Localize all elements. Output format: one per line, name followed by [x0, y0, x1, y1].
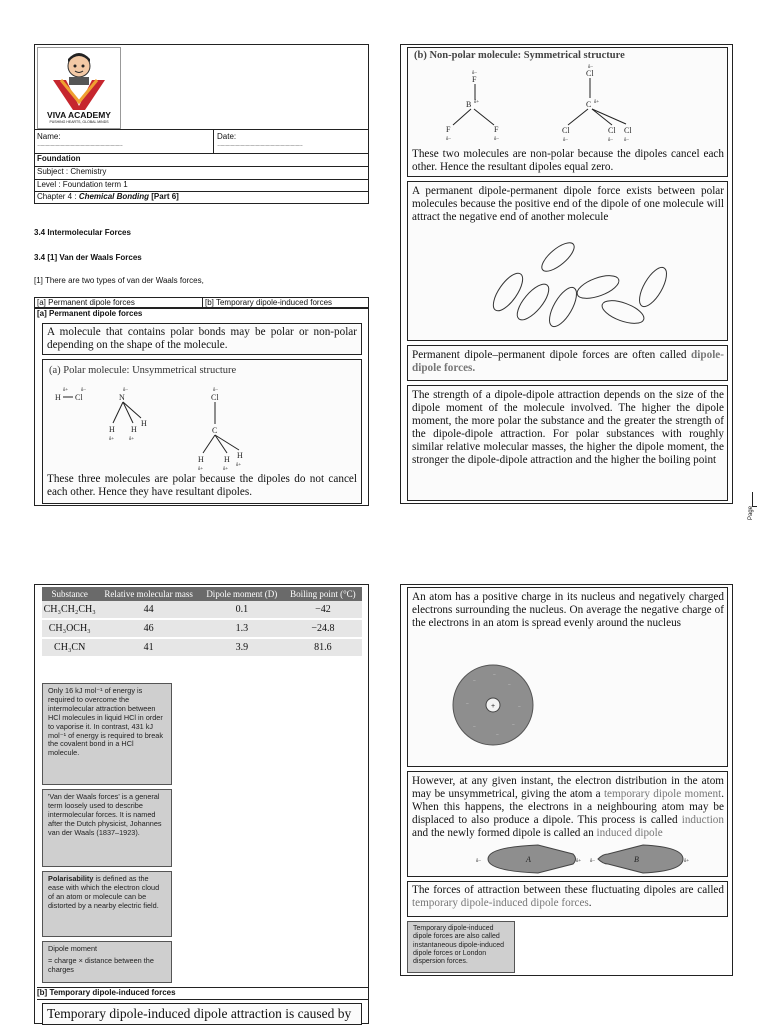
table-header-cell: Boiling point (°C)	[284, 587, 362, 601]
svg-text:Cl: Cl	[586, 69, 594, 78]
svg-text:−: −	[496, 732, 499, 738]
table-row	[42, 601, 362, 619]
dipole-ellipses-diagram	[478, 237, 678, 337]
section-intro: [1] There are two types of van der Waals forces,	[34, 276, 204, 285]
section-heading-vdw: 3.4 [1] Van der Waals Forces	[34, 253, 142, 262]
svg-text:H: H	[55, 393, 61, 402]
table-cell: 44	[97, 601, 199, 619]
svg-text:δ−: δ−	[476, 859, 482, 864]
polarisability-term: Polarisability	[48, 874, 94, 883]
table-cell: 1.3	[200, 619, 284, 638]
chapter-prefix: Chapter 4 :	[37, 192, 79, 201]
svg-text:−: −	[518, 704, 521, 710]
table-cell: CH₃CN	[42, 638, 97, 657]
svg-text:δ−: δ−	[590, 859, 596, 864]
svg-text:δ+: δ+	[198, 467, 204, 472]
svg-text:δ−: δ−	[588, 65, 594, 70]
svg-text:δ+: δ+	[223, 467, 229, 472]
svg-text:δ−: δ−	[123, 388, 129, 393]
table-cell: 0.1	[200, 601, 284, 619]
table-cell: 46	[97, 619, 199, 638]
vdw-term-note: 'Van der Waals forces' is a general term loosely used to describe intermolecular forces. It is named after the Dutch physicist, Johannes van der Waals (1837–1923).	[42, 789, 172, 867]
table-cell: −24.8	[284, 619, 362, 638]
svg-text:δ−: δ−	[624, 138, 630, 143]
svg-text:δ−: δ−	[494, 137, 500, 142]
logo-text: VIVA ACADEMY	[47, 110, 111, 120]
nonpolar-molecules-diagram	[408, 62, 728, 147]
polar-intro-text: A molecule that contains polar bonds may be polar or non-polar depending on the shape of the molecule.	[47, 326, 357, 351]
temp-dipole-text: Temporary dipole-induced dipole attraction is caused by	[47, 1006, 352, 1021]
page-bracket	[752, 492, 757, 507]
name-label: Name:	[37, 132, 61, 141]
dipole-dipole-figure	[407, 181, 728, 341]
dipole-called-term: dipole-dipole forces.	[412, 349, 724, 374]
svg-text:H: H	[224, 455, 230, 464]
svg-text:δ+: δ+	[109, 437, 115, 442]
dipole-moment-note	[42, 941, 172, 983]
atom-text: An atom has a positive charge in its nucleus and negatively charged electrons surrounding the nucleus. On average the negative charge of the electrons in an atom is spread evenly around the nucleus	[412, 591, 724, 629]
svg-text:H: H	[109, 425, 115, 434]
svg-text:F: F	[446, 125, 451, 134]
table-header-row	[42, 587, 362, 601]
table-row	[42, 638, 362, 657]
svg-text:−: −	[473, 678, 476, 684]
nonpolar-figure	[407, 47, 728, 177]
svg-text:C: C	[212, 426, 218, 435]
svg-text:B: B	[466, 100, 472, 109]
polarisability-definition: is defined as the ease with which the electron cloud of an atom or molecule can be distorted by a nearby electric field.	[48, 874, 160, 910]
term-temporary-dipole-moment: temporary dipole moment	[603, 788, 722, 800]
svg-text:N: N	[119, 393, 125, 402]
svg-text:Cl: Cl	[624, 126, 632, 135]
polar-caption: (a) Polar molecule: Unsymmetrical structure	[49, 365, 237, 376]
svg-text:F: F	[472, 75, 477, 84]
table-cell: CH₃OCH₃	[42, 619, 97, 638]
svg-text:C: C	[586, 100, 592, 109]
svg-text:δ+: δ+	[576, 859, 582, 864]
page-label: Page	[748, 505, 755, 521]
type-b-label: [b] Temporary dipole-induced forces	[205, 298, 333, 307]
svg-text:−: −	[466, 701, 469, 707]
table-header-cell: Substance	[42, 587, 97, 601]
svg-text:H: H	[237, 451, 243, 460]
instant-text-2: . When this happens, the electrons in a neighbouring atom may be displaced to also produce a dipole. This process is called	[412, 788, 724, 826]
svg-text:δ+: δ+	[684, 859, 690, 864]
svg-text:δ−: δ−	[563, 138, 569, 143]
table-header-cell: Relative molecular mass	[97, 587, 199, 601]
svg-text:−: −	[512, 722, 515, 728]
subject-row	[35, 166, 368, 179]
svg-text:H: H	[141, 419, 147, 428]
dipole-called-text	[412, 349, 724, 375]
fluctuating-dipoles-box	[407, 881, 728, 917]
table-cell: 41	[97, 638, 199, 657]
atom-a-label: A	[526, 855, 531, 864]
chapter-title: Chemical Bonding	[78, 192, 150, 201]
svg-text:Cl: Cl	[562, 126, 570, 135]
atom-charge-box	[407, 587, 728, 767]
name-field[interactable]: ……………………………………………	[37, 142, 122, 148]
svg-text:δ−: δ−	[213, 388, 219, 393]
dipole-data-table	[42, 587, 362, 658]
viva-academy-logo	[37, 47, 121, 129]
london-forces-note: Temporary dipole-induced dipole forces are also called instantaneous dipole-induced dipole forces or London dispersion forces.	[407, 921, 515, 973]
worksheet-header	[34, 44, 369, 204]
polar-conclusion: These three molecules are polar because the dipoles do not cancel each other. Hence they have resultant dipoles.	[47, 473, 357, 498]
foundation-row: Foundation	[35, 153, 368, 166]
instant-text-3: and the newly formed dipole is called an	[412, 827, 597, 839]
svg-text:δ+: δ+	[129, 437, 135, 442]
atom-b-label: B	[634, 855, 639, 864]
table-row	[42, 619, 362, 638]
svg-text:Cl: Cl	[75, 393, 83, 402]
nonpolar-conclusion: These two molecules are non-polar because the dipoles cancel each other. Hence the resultant dipoles equal zero.	[412, 148, 724, 173]
nonpolar-caption: (b) Non-polar molecule: Symmetrical structure	[414, 50, 625, 61]
instant-text	[412, 775, 724, 840]
bottom-right-page	[400, 584, 733, 976]
term-temporary-dipole-induced: temporary dipole-induced dipole forces	[412, 897, 589, 909]
fluct-text-1: The forces of attraction between these fluctuating dipoles are called	[412, 884, 724, 896]
dipole-moment-title: Dipole moment	[48, 944, 98, 953]
svg-text:δ+: δ+	[236, 463, 242, 468]
svg-text:δ−: δ−	[472, 71, 478, 76]
type-a-label: [a] Permanent dipole forces	[37, 298, 135, 307]
subheading-a: [a] Permanent dipole forces	[37, 309, 143, 318]
hcl-energy-note: Only 16 kJ mol⁻¹ of energy is required to overcome the intermolecular attraction between HCl molecules in liquid HCl in order to vaporise it. In contrast, 431 kJ mol⁻¹ of energy is required to break the covalent bond in a HCl molecule.	[42, 683, 172, 785]
polarisability-note	[42, 871, 172, 937]
chapter-part: [Part 6]	[149, 192, 179, 201]
svg-text:+: +	[491, 703, 496, 710]
dipole-strength-box	[407, 385, 728, 501]
date-field[interactable]: ……………………………………………	[217, 142, 302, 148]
svg-text:−: −	[473, 724, 476, 730]
svg-text:Cl: Cl	[608, 126, 616, 135]
svg-text:δ+: δ+	[63, 388, 69, 393]
atom-electron-cloud-diagram	[448, 660, 538, 750]
permanent-dipole-section	[34, 308, 369, 506]
induced-dipole-atoms-diagram	[458, 842, 688, 876]
types-row	[34, 297, 369, 308]
dipole-table	[42, 587, 362, 658]
svg-text:F: F	[494, 125, 499, 134]
name-date-row	[35, 129, 368, 153]
table-cell: −42	[284, 601, 362, 619]
svg-text:δ+: δ+	[474, 100, 480, 105]
dipole-def-text: A permanent dipole-permanent dipole force exists between polar molecules because the positive end of the dipole of one molecule will attract the negative end of another molecule	[412, 185, 724, 223]
logo-mascot-icon	[39, 50, 119, 110]
svg-text:H: H	[198, 455, 204, 464]
table-header-cell: Dipole moment (D)	[200, 587, 284, 601]
polar-intro-box	[42, 323, 362, 355]
svg-text:δ−: δ−	[81, 388, 87, 393]
instant-text-1: However, at any given instant, the electron distribution in the atom may be unsymmetrical, giving the atom a	[412, 775, 724, 800]
logo-tagline: PUSHING HEARTS, GLOBAL MINDS	[49, 120, 109, 124]
date-label: Date:	[217, 132, 237, 141]
svg-text:δ−: δ−	[446, 137, 452, 142]
dipole-called-prefix: Permanent dipole–permanent dipole forces are often called	[412, 349, 692, 361]
subject-label: Subject : Chemistry	[37, 167, 107, 176]
svg-text:δ−: δ−	[608, 138, 614, 143]
svg-text:−: −	[493, 672, 496, 678]
temp-dipole-box	[42, 1003, 362, 1025]
polar-molecule-figure	[42, 359, 362, 504]
dipole-dipole-name-box	[407, 345, 728, 381]
table-cell: CH₃CH₂CH₃	[42, 601, 97, 619]
dipole-moment-formula: = charge × distance between the charges	[48, 955, 154, 974]
bottom-left-page	[34, 584, 369, 1024]
subheading-b: [b] Temporary dipole-induced forces	[37, 987, 368, 1000]
svg-text:Cl: Cl	[211, 393, 219, 402]
svg-text:H: H	[131, 425, 137, 434]
term-induction: induction	[681, 814, 724, 826]
right-top-page	[400, 44, 733, 504]
chapter-row	[35, 191, 368, 204]
fluct-text	[412, 884, 724, 910]
fluct-text-2: .	[588, 897, 592, 909]
strength-text: The strength of a dipole-dipole attraction depends on the size of the dipole moment of the molecule involved. The higher the dipole moment, the more polar the substance and the greater the strength of the dipole-dipole attraction. For polar substances with roughly similar relative molecular masses, the higher the dipole moment, the stronger the dipole-dipole attraction and the higher the boiling point	[412, 389, 724, 466]
table-cell: 81.6	[284, 638, 362, 657]
term-induced-dipole: induced dipole	[596, 827, 663, 839]
svg-text:−: −	[508, 682, 511, 688]
temporary-dipole-box	[407, 771, 728, 877]
svg-text:δ+: δ+	[594, 100, 600, 105]
polar-molecules-diagram	[43, 378, 363, 478]
table-cell: 3.9	[200, 638, 284, 657]
section-heading-intermolecular: 3.4 Intermolecular Forces	[34, 228, 131, 237]
level-row: Level : Foundation term 1	[35, 179, 368, 191]
